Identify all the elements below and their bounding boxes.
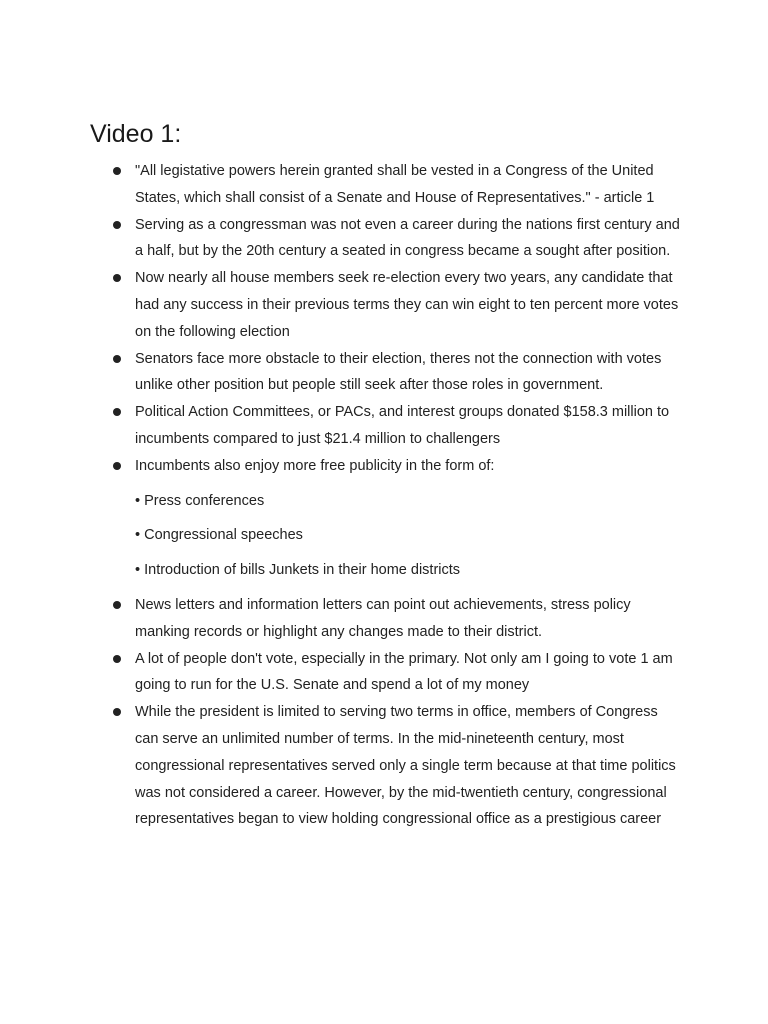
bullet-item [0, 646, 680, 700]
bullet-list [0, 158, 768, 833]
bullet-dot-icon [113, 167, 121, 175]
bullet-item [0, 592, 680, 646]
bullet-dot-icon [113, 355, 121, 363]
bullet-dot-icon [113, 708, 121, 716]
bullet-text: While the president is limited to serving two terms in office, members of Congress can serve an unlimited number of terms. In the mid-nineteenth century, most congressional representatives served only a single term because at that time politics was not considered a career. However, by the mid-twentieth century, congressional representatives began to view holding congressional office as a prestigious career [135, 704, 676, 828]
document-heading: Video 1: [90, 120, 182, 148]
bullet-text: Incumbents also enjoy more free publicity in the form of: [135, 457, 495, 474]
bullet-item [0, 265, 680, 345]
bullet-dot-icon [113, 655, 121, 663]
bullet-text: A lot of people don't vote, especially in the primary. Not only am I going to vote 1 am going to run for the U.S. Senate and spend a lot of my money [135, 650, 673, 694]
bullet-text: Political Action Committees, or PACs, and interest groups donated $158.3 million to incumbents compared to just $21.4 million to challengers [135, 404, 670, 447]
bullet-text: Serving as a congressman was not even a career during the nations first century and a half, but by the 20th century a seated in congress became a sought after position. [135, 216, 680, 260]
bullet-item [0, 453, 680, 480]
bullet-dot-icon [113, 274, 121, 282]
sub-list-item: • Congressional speeches [135, 527, 303, 544]
bullet-item [0, 158, 680, 212]
bullet-text: Senators face more obstacle to their election, theres not the connection with votes unlike other position but people still seek after those roles in government. [135, 350, 662, 394]
sub-list-item: • Introduction of bills Junkets in their home districts [135, 562, 461, 579]
sub-list-item: • Press conferences [135, 492, 265, 509]
bullet-dot-icon [113, 601, 121, 609]
bullet-text: News letters and information letters can point out achievements, stress policy manking records or highlight any changes made to their district. [135, 596, 631, 640]
bullet-item [0, 346, 680, 400]
bullet-item [0, 212, 680, 266]
bullet-dot-icon [113, 408, 121, 416]
bullet-item [0, 699, 680, 833]
bullet-text: Now nearly all house members seek re-election every two years, any candidate that had any success in their previous terms they can win eight to ten percent more votes on the following election [135, 270, 679, 340]
bullet-text: "All legistative powers herein granted shall be vested in a Congress of the United States, which shall consist of a Senate and House of Representatives." - article 1 [135, 163, 655, 206]
bullet-dot-icon [113, 221, 121, 229]
bullet-dot-icon [113, 462, 121, 470]
bullet-item [0, 399, 680, 453]
